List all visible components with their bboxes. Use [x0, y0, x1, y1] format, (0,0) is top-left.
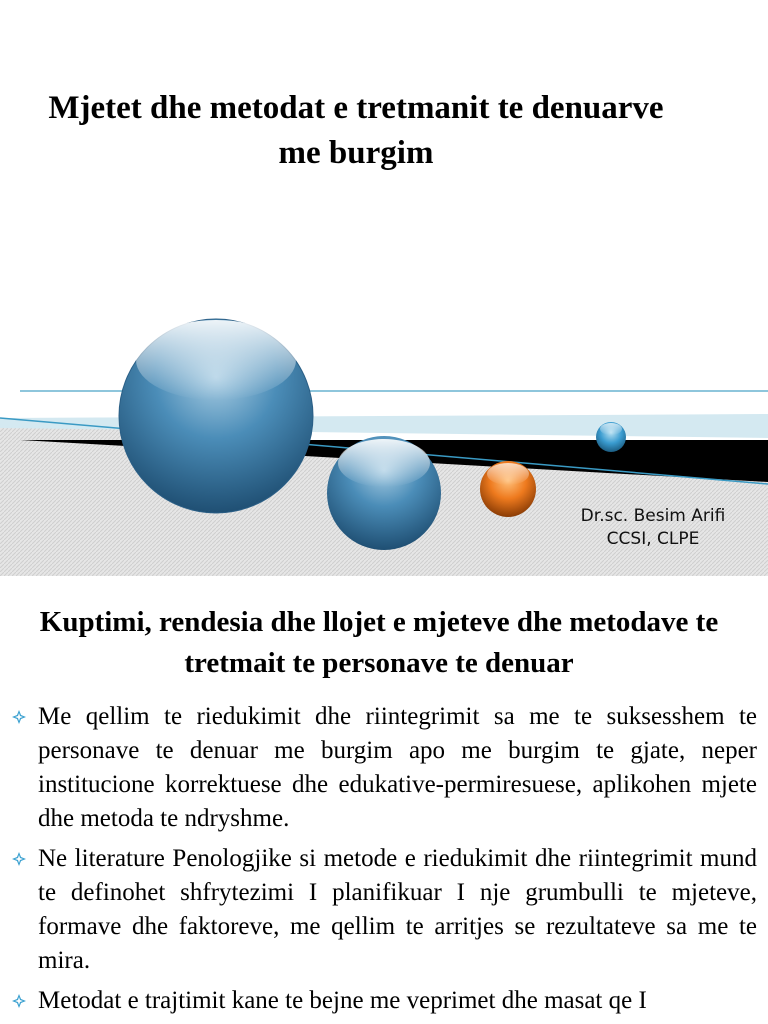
- bullet-list: [0, 700, 768, 1024]
- bullet-text: Metodat e trajtimit kane te bejne me veprimet dhe masat qe I: [38, 987, 647, 1014]
- diamond-bullet-icon: [12, 710, 26, 724]
- author-credentials: CCSI, CLPE: [606, 529, 700, 549]
- list-item: [38, 700, 757, 836]
- diamond-bullet-icon: [12, 852, 26, 866]
- slide-heading: Kuptimi, rendesia dhe llojet e mjeteve dhe metodave te tretmait te personave te denuar: [39, 606, 719, 679]
- slide-title: Mjetet dhe metodat e tretmanit te denuarve me burgim: [48, 90, 664, 171]
- author-block: [560, 505, 746, 551]
- list-item: [38, 842, 757, 978]
- content-slide: [0, 576, 768, 1024]
- bullet-text: Me qellim te riedukimit dhe riintegrimit sa me te suksesshem te personave te denuar me burgim apo me burgim te gjate, neper institucione korrektuese dhe edukative-permiresuese, aplikohen mjete dhe metoda te ndryshme.: [38, 703, 757, 832]
- bullet-text: Ne literature Penologjike si metode e riedukimit dhe riintegrimit mund te definohet shfrytezimi I planifikuar I nje grumbulli te mjeteve, formave dhe faktoreve, me qellim te arritjes se rezultateve sa me te mira.: [38, 845, 757, 974]
- author-name: Dr.sc. Besim Arifi: [580, 506, 726, 526]
- list-item: [38, 984, 757, 1018]
- diamond-bullet-icon: [12, 994, 26, 1008]
